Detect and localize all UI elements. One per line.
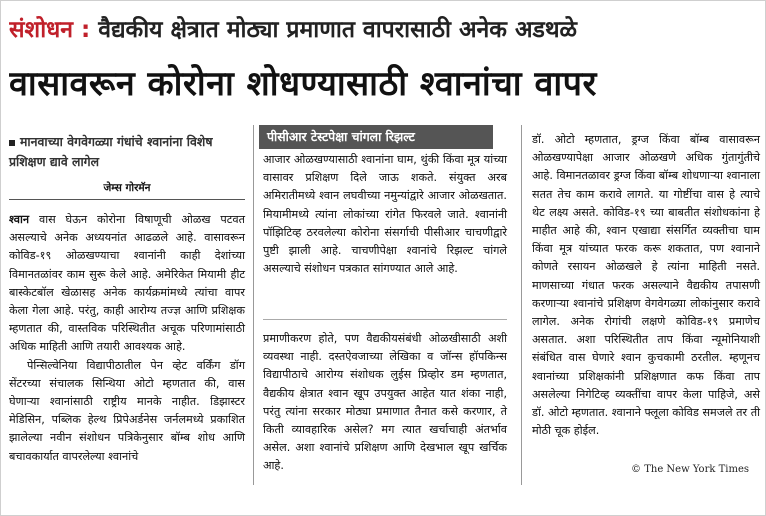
- bullet-square-icon: [9, 140, 15, 146]
- headline: वासावरून कोरोना शोधण्यासाठी श्वानांचा वापर: [9, 64, 597, 104]
- kicker-line: [9, 15, 759, 45]
- standfirst: [9, 132, 245, 172]
- source-credit: © The New York Times: [631, 464, 749, 475]
- kicker-tag: संशोधन :: [9, 17, 91, 43]
- divider: [263, 319, 507, 320]
- byline: जेम्स गोरमॅन: [103, 182, 151, 194]
- kicker-text: वैद्यकीय क्षेत्रात मोठ्या प्रमाणात वापरासाठी अनेक अडथळे: [98, 17, 578, 43]
- divider: [9, 199, 245, 200]
- column-1-paragraph-1: [9, 211, 245, 357]
- column-1-p1-text: वास घेऊन कोरोना विषाणूची ओळख पटवत असल्याचे अनेक अध्ययनांत आढळले आहे. वासावरून कोविड-१९ ओळखण्याचा श्वानांनी काही देशांच्या विमानतळांवर काम सुरू केले आहे. अमेरिकेत मियामी हीट बास्केटबॉल खेळासह अनेक कार्यक्रमांमध्ये त्यांचा वापर केला गेला आहे. परंतु, काही आरोग्य तज्ज्ञ आणि प्रशिक्षक म्हणतात की, वास्तविक परिस्थितीत अचूक परिणामांसाठी अधिक माहिती आणि तयारी आवश्यक आहे.: [9, 213, 245, 354]
- subhead: पीसीआर टेस्टपेक्षा चांगला रिझल्ट: [259, 125, 493, 149]
- column-2-paragraph-2: प्रमाणीकरण होते, पण वैद्यकीयसंबंधी ओळखीसाठी अशी व्यवस्था नाही. दस्तऐवजाच्या लेखिका व जॉन्स हॉपकिन्स विद्यापीठाचे आरोग्य संशोधक लुईस प्रिव्होर डम म्हणतात, वैद्यकीय क्षेत्रात श्वान खूप उपयुक्त आहेत यात शंका नाही, परंतु त्यांना सरकार मोठ्या प्रमाणात तैनात कसे करणार, ते किती व्यावहारिक असेल? मग त्यात खर्चाचाही अंतर्भाव असेल. अशा श्वानांचे प्रशिक्षण आणि देखभाल खूप खर्चिक आहे.: [263, 332, 507, 473]
- standfirst-text: मानवाच्या वेगवेगळ्या गंधांचे श्वानांना विशेष प्रशिक्षण द्यावे लागेल: [9, 134, 213, 169]
- column-1-paragraph-2: पेन्सिल्वेनिया विद्यापीठातील पेन व्हेट वर्किंग डॉग सेंटरच्या संचालक सिन्थिया ओटो म्हणतात की, वास घेणाऱ्या श्वानांसाठी राष्ट्रीय मानके नाहीत. डिझास्टर मेडिसिन, पब्लिक हेल्थ प्रिपेअर्डनेस जर्नलमध्ये प्रकाशित झालेल्या नवीन संशोधन पत्रिकेनुसार बॉम्ब शोध आणि बचावकार्यात वापरलेल्या श्वानांचे: [9, 358, 245, 463]
- column-divider: [253, 125, 254, 485]
- column-3-paragraph-1: डॉ. ओटो म्हणतात, ड्रग्ज किंवा बॉम्ब वासावरून ओळखण्यापेक्षा आजार ओळखणे अधिक गुंतागुंतीचे आहे. विमानतळावर ड्रग्ज किंवा बॉम्ब शोधणाऱ्या श्वानाला सतत तेच काम करावे लागते. या गोष्टींचा वास हे त्याचे थेट लक्ष्य असते. कोविड-१९ च्या बाबतीत संशोधकांना हे माहीत आहे की, श्वान एखाद्या संसर्गित व्यक्तीचा घाम किंवा मूत्र यांच्यात फरक करू शकतात, पण श्वानाने कोणते रसायन ओळखले हे त्यांना माहिती नसते. माणसाच्या गंधात फरक असल्याने वैद्यकीय तपासणी करणाऱ्या श्वानांचे प्रशिक्षण वेगवेगळ्या लोकांनुसार करावे लागेल. अनेक रोगांची लक्षणे कोविड-१९ प्रमाणेच असतात. अशा परिस्थितीत ताप किंवा न्यूमोनियाशी संबंधित वास घेणारे श्वान कुचकामी ठरतील. म्हणूनच श्वानांच्या प्रशिक्षकांनी प्रशिक्षणात कफ किंवा ताप असलेल्या निगेटिव्ह व्यक्तींचा वापर केला पाहिजे, असे डॉ. ओटो म्हणतात. श्वानाने फ्लूला कोविड समजले तर ती मोठी चूक होईल.: [532, 133, 760, 438]
- column-2-paragraph-1: आजार ओळखण्यासाठी श्वानांना घाम, थुंकी किंवा मूत्र यांच्या वासावर प्रशिक्षण दिले जाऊ शकते. संयुक्त अरब अमिरातीमध्ये श्वान लघवीच्या नमुन्यांद्वारे आजार ओळखतात. मियामीमध्ये त्यांना लोकांच्या रांगेत फिरवले जाते. श्वानांनी पॉझिटिव्ह ठरवलेल्या कोरोना संसर्गाची पीसीआर चाचणीद्वारे पुष्टी झाली आहे. चाचणीपेक्षा श्वानांचे रिझल्ट चांगले असल्याचे संशोधन पत्रकात सांगण्यात आले आहे.: [263, 153, 507, 276]
- lead-word: श्वान: [9, 213, 30, 226]
- column-divider: [521, 125, 522, 485]
- column-1: [9, 211, 245, 466]
